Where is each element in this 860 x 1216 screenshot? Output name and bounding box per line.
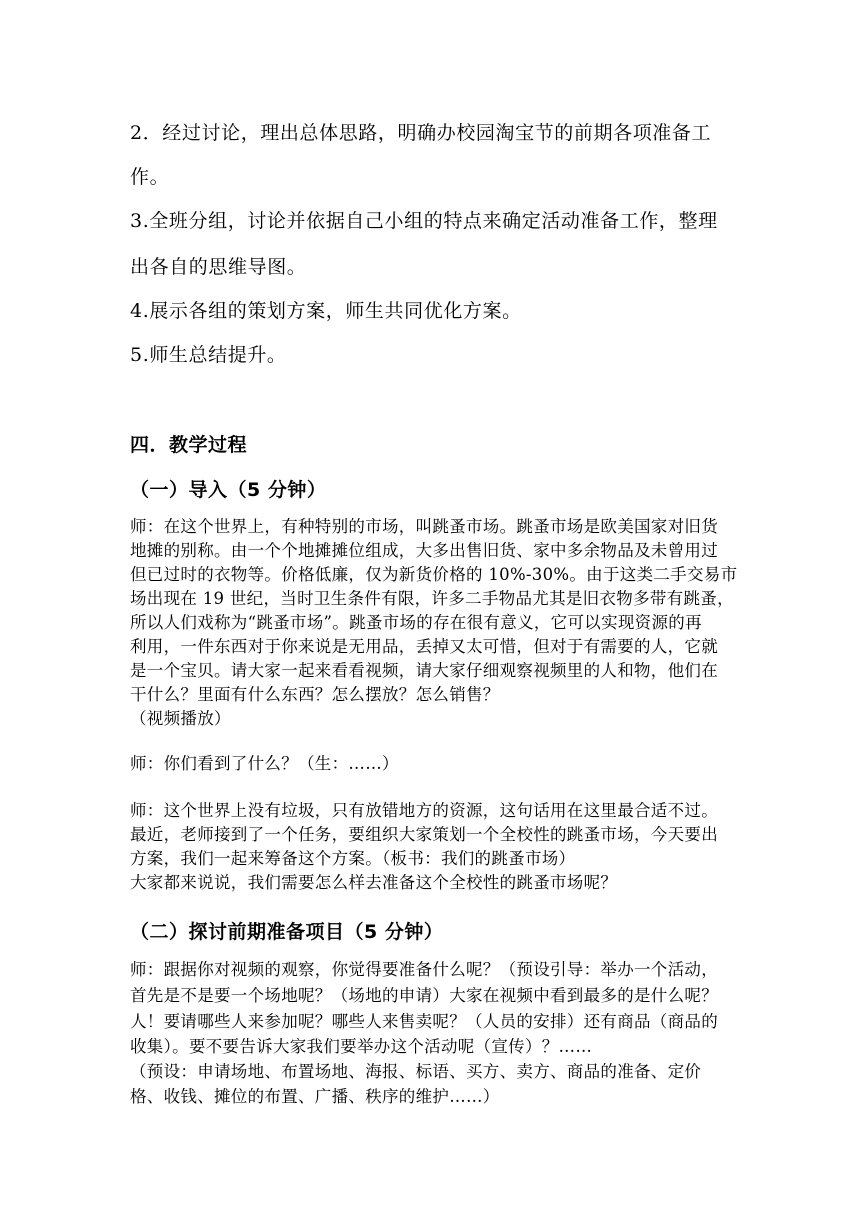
paragraph-line: 师：在这个世界上，有种特别的市场，叫跳蚤市场。跳蚤市场是欧美国家对旧货 [130,517,718,536]
section-heading: 四．教学过程 [130,434,248,456]
paragraph-line: 师：这个世界上没有垃圾，只有放错地方的资源，这句话用在这里最合适不过。 [130,801,718,820]
step-5: 5.师生总结提升。 [130,344,287,366]
paragraph-line: 是一个宝贝。请大家一起来看看视频，请大家仔细观察视频里的人和物，他们在 [130,661,718,680]
paragraph-line: 地摊的别称。由一个个地摊摊位组成，大多出售旧货、家中多余物品及未曾用过 [130,541,718,560]
step-2-line-2: 作。 [130,166,170,188]
paragraph-line: 所以人们戏称为“跳蚤市场”。跳蚤市场的存在很有意义，它可以实现资源的再 [130,613,702,632]
paragraph-line: 最近，老师接到了一个任务，要组织大家策划一个全校性的跳蚤市场，今天要出 [130,825,718,844]
paragraph-line: 方案，我们一起来筹备这个方案。（板书：我们的跳蚤市场） [130,849,576,868]
paragraph-line: 收集）。要不要告诉大家我们要举办这个活动呢（宣传）？…… [130,1037,593,1056]
paragraph-line: 大家都来说说，我们需要怎么样去准备这个全校性的跳蚤市场呢？ [130,873,618,892]
part-1-heading: （一）导入（5 分钟） [130,479,327,501]
paragraph-line: 首先是不是要一个场地呢？（场地的申请）大家在视频中看到最多的是什么呢？ [130,986,718,1005]
paragraph-line: 干什么？里面有什么东西？怎么摆放？怎么销售？ [130,685,500,704]
part-2-heading: （二）探讨前期准备项目（5 分钟） [130,921,444,943]
step-4: 4.展示各组的策划方案，师生共同优化方案。 [130,300,522,322]
step-3-line-2: 出各自的思维导图。 [130,256,307,278]
step-2-line-1: 2．经过讨论，理出总体思路，明确办校园淘宝节的前期各项准备工 [130,122,712,144]
paragraph-line: 但已过时的衣物等。价格低廉，仅为新货价格的 10%-30%。由于这类二手交易市 [130,565,738,584]
paragraph-line: （预设：申请场地、布置场地、海报、标语、买方、卖方、商品的准备、定价 [130,1062,702,1081]
paragraph-line: （视频播放） [130,709,231,728]
paragraph-line: 人！要请哪些人来参加呢？哪些人来售卖呢？（人员的安排）还有商品（商品的 [130,1012,718,1031]
step-3-line-1: 3.全班分组，讨论并依据自己小组的特点来确定活动准备工作，整理 [130,210,718,232]
paragraph-line: 师：跟据你对视频的观察，你觉得要准备什么呢？（预设引导：举办一个活动， [130,960,718,979]
paragraph-line: 场出现在 19 世纪，当时卫生条件有限，许多二手物品尤其是旧衣物多带有跳蚤， [130,589,734,608]
paragraph-line: 格、收钱、摊位的布置、广播、秩序的维护……） [130,1087,500,1106]
paragraph-line: 利用，一件东西对于你来说是无用品，丢掉又太可惜，但对于有需要的人，它就 [130,637,718,656]
question-line: 师：你们看到了什么？（生：……） [130,754,399,773]
